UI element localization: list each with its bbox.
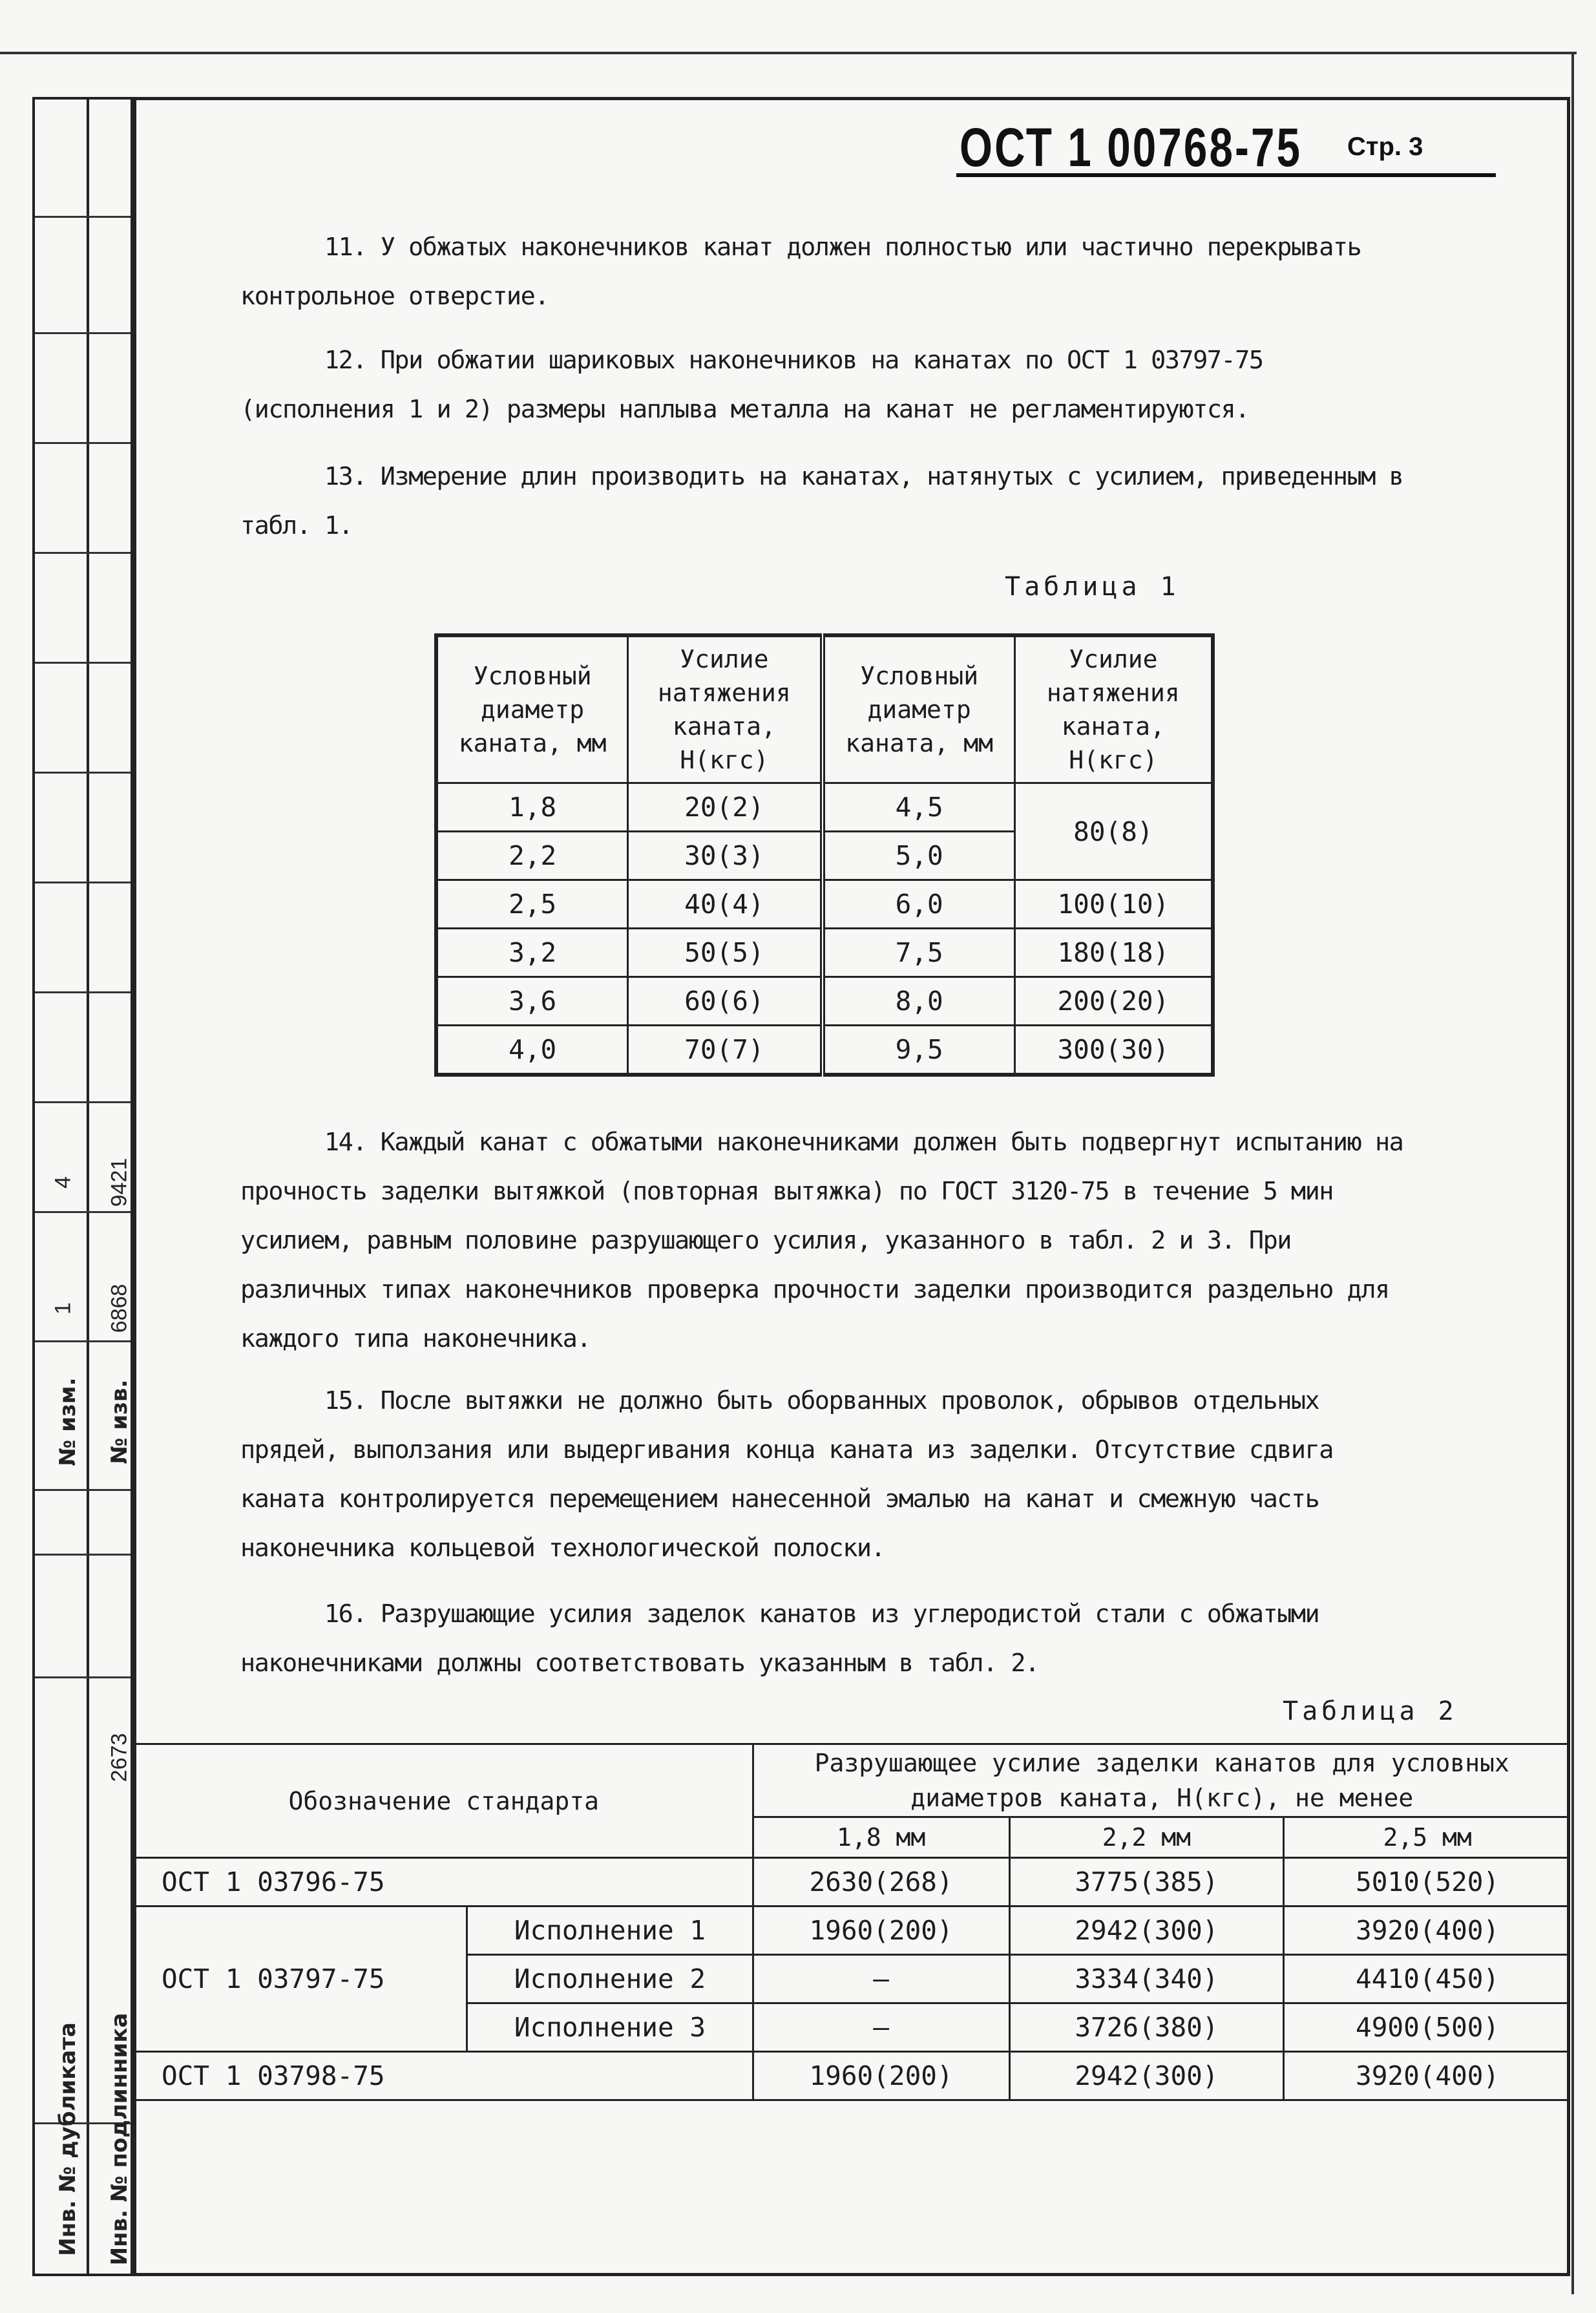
paragraph-11 [240,223,1429,321]
table-cell: – [753,1955,1009,2003]
table-cell: ОСТ 1 03796-75 [136,1858,753,1906]
table-cell: 8,0 [823,977,1015,1026]
izm-label: № изм. [55,1377,81,1466]
paragraph-text: После вытяжки не должно быть оборванных проволок, обрывов отдельных прядей, выползания или выдергивания конца каната из заделки. Отсутствие сдвига каната контролируется перемещением нанесенной эмалью на канат и смежную часть наконечника кольцевой технологической полоски. [240,1386,1333,1563]
table-cell: 1960(200) [753,2052,1009,2100]
izv-value-1: 9421 [107,1157,132,1207]
paragraph-15 [240,1377,1429,1573]
table-cell: ОСТ 1 03798-75 [136,2052,753,2100]
table-cell: 2942(300) [1009,1906,1284,1955]
paragraph-number: 14. [324,1128,367,1157]
paragraph-number: 12. [324,346,367,375]
table-cell: 80(8) [1014,783,1213,880]
table-row [436,977,1213,1026]
table-cell: 1,8 [436,783,628,832]
paragraph-14 [240,1118,1429,1364]
table-cell: 40(4) [628,880,823,929]
paragraph-text: Каждый канат с обжатыми наконечниками должен быть подвергнут испытанию на прочность заделки вытяжкой (повторная вытяжка) по ГОСТ 3120-75 в течение 5 мин усилием, равным половине разрушающего усилия, указанного в табл. 2 и 3. При различных типах наконечников проверка прочности заделки производится раздельно для каждого типа наконечника. [240,1128,1403,1353]
table-row [436,880,1213,929]
table-cell: 70(7) [628,1026,823,1075]
table-header-row [436,635,1213,783]
paragraph-number: 15. [324,1386,367,1415]
side-strip-line [35,1489,131,1491]
table-cell: Исполнение 1 [467,1906,753,1955]
table-row [436,1026,1213,1075]
izm-value-2: 1 [50,1302,76,1315]
table2 [136,1743,1570,2101]
side-strip-line [35,662,131,664]
table1 [434,633,1215,1077]
table-cell: 4,0 [436,1026,628,1075]
paragraph-text: Разрушающие усилия заделок канатов из углеродистой стали с обжатыми наконечниками должны соответствовать указанным в табл. 2. [240,1600,1319,1678]
header-underline [956,173,1496,177]
paragraph-text: У обжатых наконечников канат должен полностью или частично перекрывать контрольное отверстие. [240,233,1361,311]
side-strip-line [35,1554,131,1556]
table-row [436,783,1213,832]
table-header-cell: Усилие натяжения каната, Н(кгс) [628,635,823,783]
table-cell: 6,0 [823,880,1015,929]
paragraph-12 [240,336,1429,434]
inv-orig-label: Инв. № подлинника [107,2012,132,2266]
table2-caption: Таблица 2 [1283,1696,1458,1726]
inv-dup-label: Инв. № дубликата [55,2022,81,2256]
table-cell: 2630(268) [753,1858,1009,1906]
table-cell: Исполнение 2 [467,1955,753,2003]
table-cell: 4900(500) [1284,2003,1570,2052]
izv-label: № изв. [107,1379,132,1464]
paragraph-number: 13. [324,462,367,491]
table-header-cell: 1,8 мм [753,1817,1009,1858]
table-cell: 2942(300) [1009,2052,1284,2100]
side-strip-divider [87,100,89,2274]
table-row [136,1858,1570,1906]
table-cell: 5,0 [823,832,1015,880]
table-cell: 4,5 [823,783,1015,832]
table-cell: 2,2 [436,832,628,880]
table-cell: 3,6 [436,977,628,1026]
table1-caption: Таблица 1 [1005,572,1180,602]
table-header-cell: Усилие натяжения каната, Н(кгс) [1014,635,1213,783]
paragraph-text: При обжатии шариковых наконечников на канатах по ОСТ 1 03797-75 (исполнения 1 и 2) размеры наплыва металла на канат не регламентируются. [240,346,1263,424]
table-header-cell: Обозначение стандарта [136,1744,753,1858]
paragraph-number: 11. [324,233,367,262]
table-cell: 4410(450) [1284,1955,1570,2003]
table-header-cell: 2,5 мм [1284,1817,1570,1858]
table-cell: 20(2) [628,783,823,832]
table-row [136,1906,1570,1955]
side-strip-line [35,772,131,774]
table-cell: 3775(385) [1009,1858,1284,1906]
paragraph-number: 16. [324,1600,367,1629]
table-header-cell: Условный диаметр каната, мм [436,635,628,783]
side-strip-line [35,442,131,444]
side-strip-line [35,332,131,334]
table-cell: 9,5 [823,1026,1015,1075]
table-cell: 3920(400) [1284,2052,1570,2100]
side-strip-line [35,991,131,993]
izm-value-1: 4 [50,1176,76,1188]
table-row [136,2052,1570,2100]
side-strip-line [35,1676,131,1678]
table-header-cell: Разрушающее усилие заделки канатов для условных диаметров каната, Н(кгс), не менее [753,1744,1570,1817]
table-cell: 3920(400) [1284,1906,1570,1955]
outer-border-right [1571,52,1574,2294]
inv-original-value: 2673 [107,1733,132,1782]
table-cell: 50(5) [628,929,823,977]
outer-border-top [0,52,1577,54]
table-cell: 200(20) [1014,977,1213,1026]
table-cell: 2,5 [436,880,628,929]
table-cell: 30(3) [628,832,823,880]
table-cell: 1960(200) [753,1906,1009,1955]
table-cell: ОСТ 1 03797-75 [136,1906,467,2052]
document-code: ОСТ 1 00768-75 [960,117,1303,178]
table-cell: 7,5 [823,929,1015,977]
paragraph-16 [240,1590,1429,1688]
table-cell: 3,2 [436,929,628,977]
side-strip-line [35,552,131,554]
table-cell: 180(18) [1014,929,1213,977]
page-number: Стр. 3 [1347,132,1423,161]
side-strip-line [35,882,131,883]
paragraph-13 [240,452,1429,551]
paragraph-text: Измерение длин производить на канатах, натянутых с усилием, приведенным в табл. 1. [240,462,1403,540]
izv-value-2: 6868 [107,1283,132,1333]
side-strip-line [35,1101,131,1103]
table-cell: 3726(380) [1009,2003,1284,2052]
table-cell: 5010(520) [1284,1858,1570,1906]
table-header-cell: 2,2 мм [1009,1817,1284,1858]
table-cell: 60(6) [628,977,823,1026]
table-cell: 300(30) [1014,1026,1213,1075]
table-header-cell: Условный диаметр каната, мм [823,635,1015,783]
table-row [436,929,1213,977]
table-cell: – [753,2003,1009,2052]
side-strip-line [35,216,131,218]
table-cell: 3334(340) [1009,1955,1284,2003]
table-header-row [136,1744,1570,1817]
table-cell: 100(10) [1014,880,1213,929]
table-cell: Исполнение 3 [467,2003,753,2052]
